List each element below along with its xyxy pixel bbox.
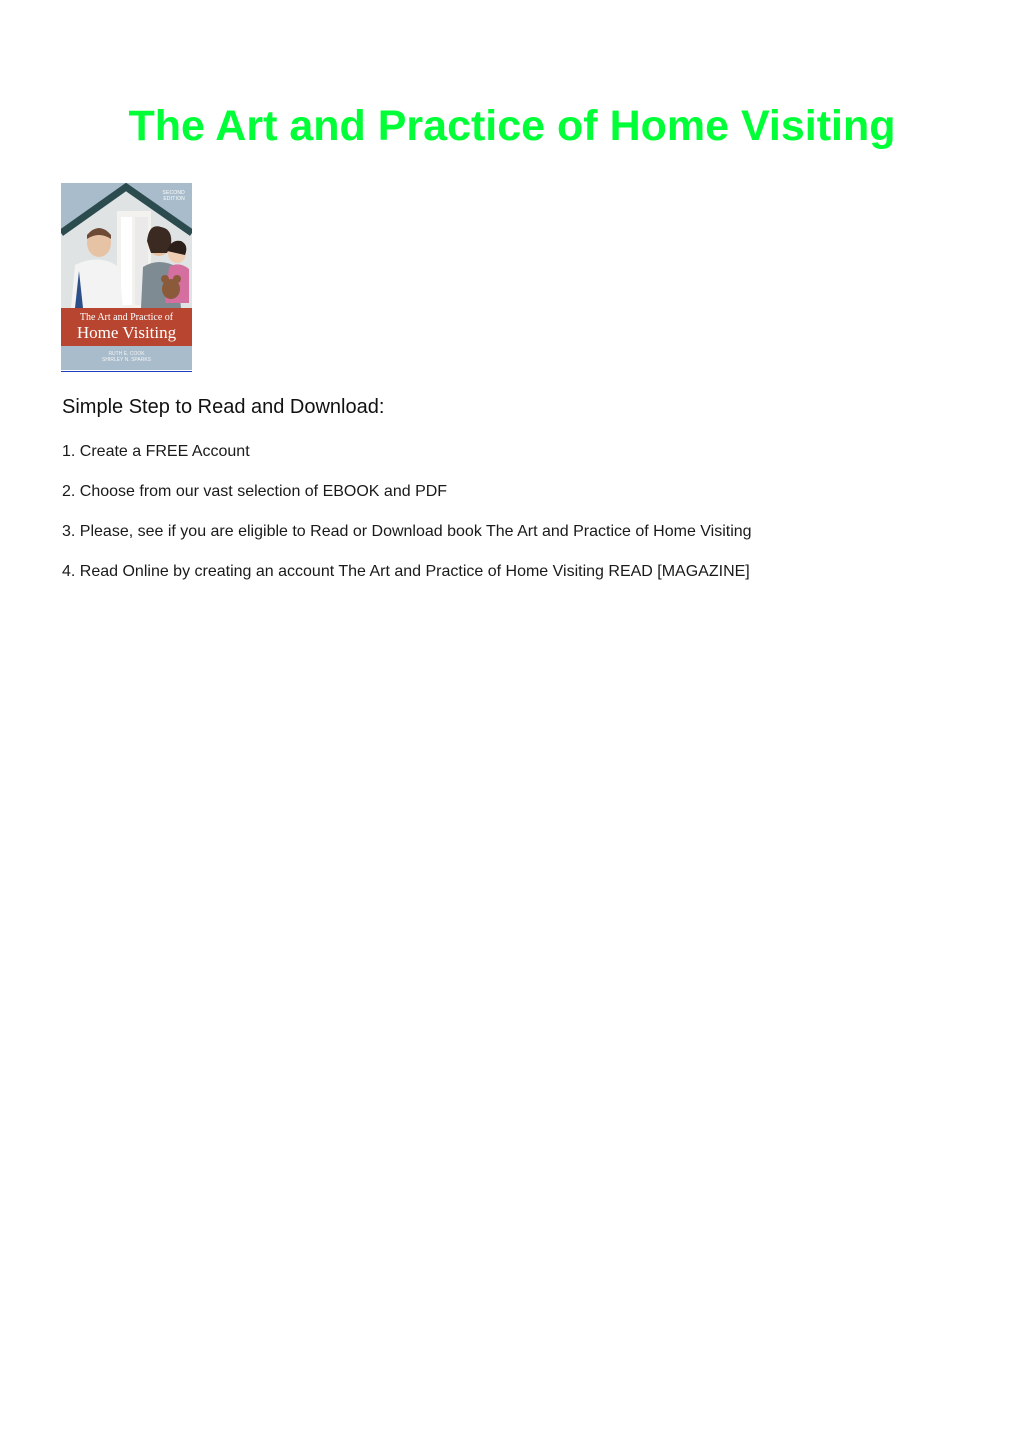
step-item: 2. Choose from our vast selection of EBOOK and PDF [62, 483, 448, 500]
cover-author-1: RUTH E. COOK [108, 351, 145, 357]
book-cover-link[interactable] [61, 183, 192, 372]
step-item: 4. Read Online by creating an account The Art and Practice of Home Visiting READ [MAGAZINE] [62, 563, 750, 580]
step-item: 1. Create a FREE Account [62, 443, 250, 460]
steps-list [62, 442, 752, 602]
cover-author-2: SHIRLEY N. SPARKS [102, 357, 151, 363]
cover-edition-label: SECOND EDITION [162, 190, 185, 202]
cover-title-line-2: Home Visiting [76, 323, 177, 342]
cover-authors [61, 351, 192, 363]
book-cover-image [61, 183, 192, 370]
page-title: The Art and Practice of Home Visiting [128, 102, 896, 150]
cover-title-line-1: The Art and Practice of [79, 312, 174, 323]
step-item: 3. Please, see if you are eligible to Read or Download book The Art and Practice of Home Visiting [62, 523, 752, 540]
section-heading: Simple Step to Read and Download: [62, 396, 385, 418]
